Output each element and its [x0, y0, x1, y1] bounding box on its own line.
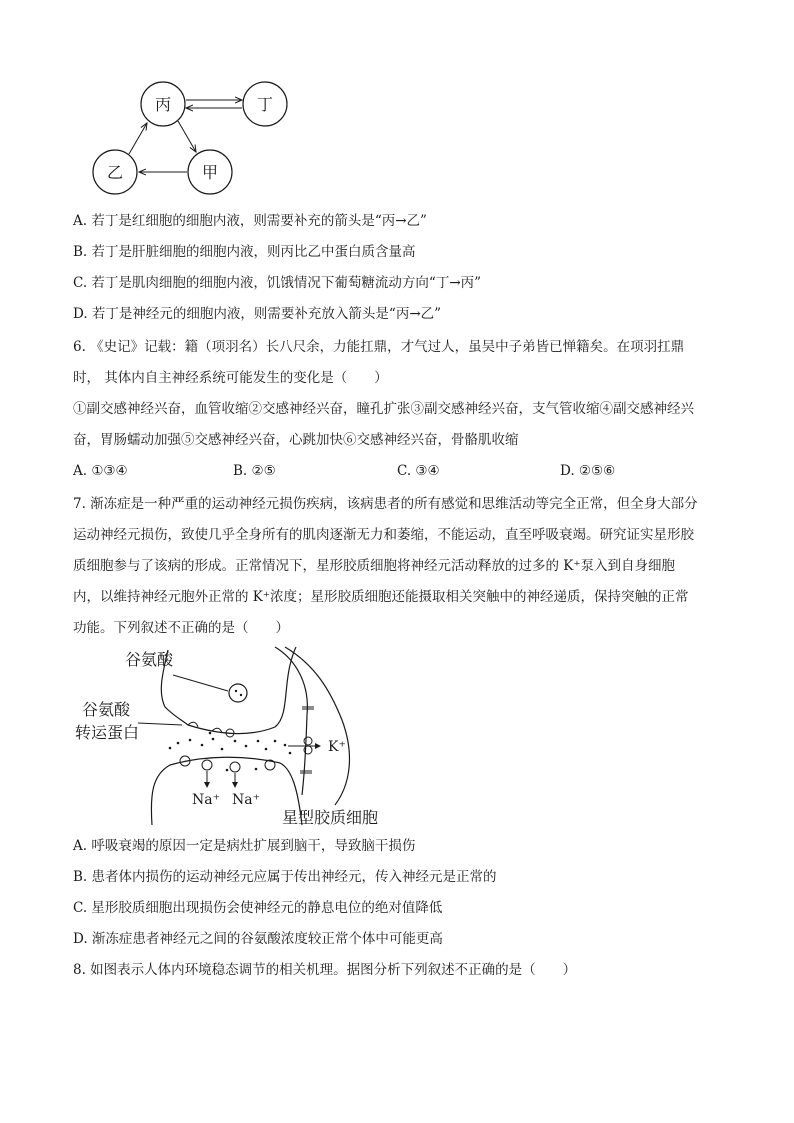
glutamate-pointer — [173, 675, 228, 691]
q7-option-a: A. 呼吸衰竭的原因一定是病灶扩展到脑干，导致脑干损伤 — [73, 838, 416, 854]
label-na-1: Na⁺ — [192, 792, 220, 808]
transporter-pointer — [138, 723, 182, 725]
q6-option-c: C. ③④ — [397, 463, 440, 479]
q7-stem-line4: 内，以维持神经元胞外正常的 K⁺浓度；星形胶质细胞还能摄取相关突触中的神经递质，保持突触的正常 — [73, 589, 689, 605]
node-bing — [141, 82, 185, 126]
node-ding — [243, 82, 287, 126]
svg-text:乙: 乙 — [106, 163, 124, 182]
q5-option-d: D. 若丁是神经元的细胞内液，则需要补充放入箭头是“丙→乙” — [73, 306, 442, 322]
q7-option-d: D. 渐冻症患者神经元之间的谷氨酸浓度较正常个体中可能更高 — [73, 931, 443, 947]
node-jia — [188, 150, 232, 194]
q7-stem-line2: 运动神经元损伤，致使几乎全身所有的肌肉逐渐无力和萎缩，不能运动，直至呼吸衰竭。研究证实星形胶 — [73, 527, 694, 543]
q7-stem-line3: 质细胞参与了该病的形成。正常情况下，星形胶质细胞将神经元活动释放的过多的 K⁺泵入到自身细胞 — [73, 558, 676, 574]
q7-option-b: B. 患者体内损伤的运动神经元应属于传出神经元，传入神经元是正常的 — [73, 869, 497, 885]
astrocyte-outer — [285, 647, 349, 805]
svg-text:丙: 丙 — [154, 95, 172, 114]
label-transporter-1: 谷氨酸 — [82, 700, 131, 719]
label-glutamate: 谷氨酸 — [125, 650, 174, 669]
postsynaptic-membrane — [151, 757, 302, 825]
arrow-bing-to-jia — [178, 121, 196, 152]
q6-stem-line1: 6. 《史记》记载：籍（项羽名）长八尺余，力能扛鼎，才气过人，虽吴中子弟皆已惮籍矣。在项羽扛鼎 — [73, 339, 685, 355]
label-astrocyte: 星型胶质细胞 — [282, 808, 379, 827]
q6-option-a: A. ①③④ — [73, 463, 128, 479]
q7-stem-line5: 功能。下列叙述不正确的是（ ） — [73, 620, 289, 636]
q8-stem: 8. 如图表示人体内环境稳态调节的相关机理。据图分析下列叙述不正确的是（ ） — [73, 962, 577, 978]
q5-option-c: C. 若丁是肌肉细胞的细胞内液，饥饿情况下葡萄糖流动方向“丁→丙” — [73, 275, 482, 291]
compartment-diagram — [85, 72, 300, 202]
q6-items-line2: 奋，胃肠蠕动加强⑤交感神经兴奋，心跳加快⑥交感神经兴奋，骨骼肌收缩 — [73, 432, 519, 448]
q5-option-b: B. 若丁是肝脏细胞的细胞内液，则丙比乙中蛋白质含量高 — [73, 244, 416, 260]
q6-stem-line2: 时， 其体内自主神经系统可能发生的变化是（ ） — [73, 370, 388, 386]
q7-option-c: C. 星形胶质细胞出现损伤会使神经元的静息电位的绝对值降低 — [73, 900, 443, 916]
arrow-yi-to-bing — [129, 123, 147, 154]
synapse-figure — [70, 645, 400, 830]
svg-text:丁: 丁 — [256, 95, 274, 114]
q5-option-a: A. 若丁是红细胞的细胞内液，则需要补充的箭头是“丙→乙” — [73, 213, 427, 229]
label-k: K⁺ — [328, 739, 346, 755]
label-transporter-2: 转运蛋白 — [75, 723, 140, 742]
q6-option-b: B. ②⑤ — [233, 463, 276, 479]
presynaptic-transporters — [188, 722, 234, 737]
svg-text:甲: 甲 — [201, 163, 219, 182]
vesicle — [229, 684, 247, 702]
q7-stem-line1: 7. 渐冻症是一种严重的运动神经元损伤疾病，该病患者的所有感觉和思维活动等完全正常，但全身大部分 — [73, 496, 698, 512]
node-yi — [93, 150, 137, 194]
q6-items-line1: ①副交感神经兴奋，血管收缩②交感神经兴奋，瞳孔扩张③副交感神经兴奋，支气管收缩④副交感神经兴 — [73, 401, 694, 417]
q6-option-d: D. ②⑤⑥ — [560, 463, 616, 479]
presynaptic-membrane — [161, 647, 296, 734]
label-na-2: Na⁺ — [232, 792, 260, 808]
